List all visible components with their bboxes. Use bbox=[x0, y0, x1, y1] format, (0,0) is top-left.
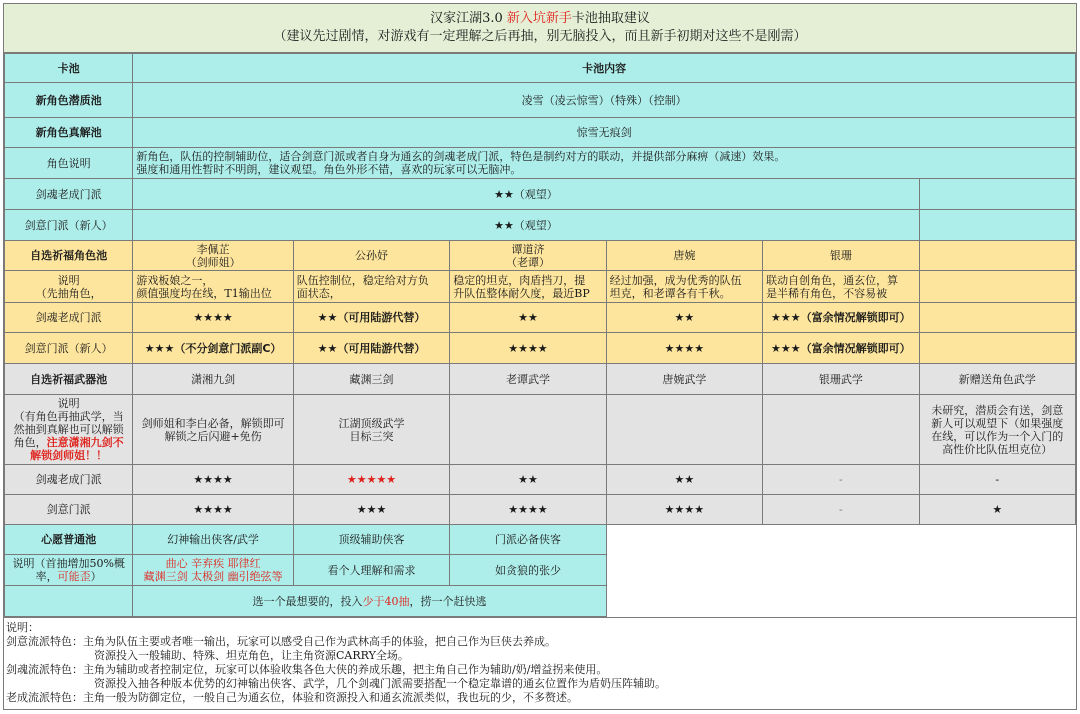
rating-cell: ★★ bbox=[606, 465, 762, 495]
rating-cell: ★★★★ bbox=[133, 495, 293, 525]
rating-cell: ★★★★ bbox=[133, 303, 293, 333]
wish-mid: 看个人理解和需求 bbox=[293, 555, 449, 586]
weapon-name: 潇湘九剑 bbox=[133, 364, 293, 395]
potential-pool-row bbox=[5, 83, 1076, 118]
potential-pool-label: 新角色潜质池 bbox=[5, 83, 133, 118]
rating-cell: ★★★★ bbox=[450, 495, 606, 525]
new-jianhun-label: 剑魂老成门派 bbox=[5, 179, 133, 210]
blank-area bbox=[606, 586, 1075, 617]
wish-examples: 曲心 辛弃疾 耶律红 藏渊三剑 太极剑 幽引绝弦等 bbox=[133, 555, 293, 586]
wish-tip-row bbox=[5, 586, 1076, 617]
rating-cell: ★★★★★ bbox=[293, 465, 449, 495]
weapon-name: 银珊武学 bbox=[763, 364, 919, 395]
blank-area bbox=[606, 525, 1075, 555]
choice-weapon-desc-label: 说明 （有角色再抽武学，当 然抽到真解也可以解锁 角色，注意潇湘九剑不 解锁剑师姐！！ bbox=[5, 395, 133, 465]
new-jianhun-row bbox=[5, 179, 1076, 210]
choice-weapon-header-row bbox=[5, 364, 1076, 395]
choice-weapon-jianhun-row bbox=[5, 465, 1076, 495]
choice-char-jianhun-label: 剑魂老成门派 bbox=[5, 303, 133, 333]
rating-cell: ★★（可用陆游代替） bbox=[293, 303, 449, 333]
wish-item: 门派必备侠客 bbox=[450, 525, 606, 555]
wish-warning: 可能歪 bbox=[57, 570, 91, 583]
footer-line: 资源投入抽各种版本优势的幻神输出侠客、武学，几个剑魂门派需要搭配一个稳定靠谱的通玄位置作为盾奶压阵辅助。 bbox=[94, 677, 666, 690]
warning-text: 注意潇湘九剑不 bbox=[46, 436, 124, 449]
choice-char-jianhun-row bbox=[5, 303, 1076, 333]
rating-cell: ★★★★ bbox=[606, 495, 762, 525]
choice-weapon-jianyi-row bbox=[5, 495, 1076, 525]
weapon-name: 老谭武学 bbox=[450, 364, 606, 395]
char-desc: 联动自创角色，通玄位，算 是半稀有角色，不容易被 bbox=[763, 271, 919, 303]
title-highlight: 新入坑新手 bbox=[506, 11, 572, 26]
empty-cell bbox=[763, 395, 919, 465]
sheet-header bbox=[4, 4, 1076, 53]
col-header-pool: 卡池 bbox=[5, 54, 133, 83]
empty-cell bbox=[919, 210, 1075, 241]
char-name: 谭道济 （老谭） bbox=[450, 241, 606, 271]
weapon-desc: 未研究，潜质会有送，剑意 新人可以观望下（如果强度 在线，可以作为一个入门的 高性价比队伍坦克位） bbox=[919, 395, 1075, 465]
new-jianyi-rating: ★★（观望） bbox=[133, 210, 919, 241]
rating-cell: ★★★★ bbox=[606, 333, 762, 364]
footer-title: 说明： bbox=[6, 621, 39, 634]
empty-cell bbox=[5, 586, 133, 617]
char-desc: 队伍控制位，稳定给对方负 面状态， bbox=[293, 271, 449, 303]
wish-tip: 选一个最想要的，投入少于40抽，捞一个赶快逃 bbox=[133, 586, 606, 617]
weapon-name: 唐婉武学 bbox=[606, 364, 762, 395]
choice-weapon-label: 自选祈福武器池 bbox=[5, 364, 133, 395]
wish-item: 幻神输出侠客/武学 bbox=[133, 525, 293, 555]
footer-notes bbox=[4, 617, 1076, 709]
wish-item: 顶级辅助侠客 bbox=[293, 525, 449, 555]
choice-char-label: 自选祈福角色池 bbox=[5, 241, 133, 271]
new-jianyi-label: 剑意门派（新人） bbox=[5, 210, 133, 241]
empty-cell bbox=[919, 333, 1075, 364]
empty-cell bbox=[919, 303, 1075, 333]
weapon-desc: 剑师姐和李白必备，解锁即可 解锁之后闪避+免伤 bbox=[133, 395, 293, 465]
new-jianyi-row bbox=[5, 210, 1076, 241]
empty-cell bbox=[919, 271, 1075, 303]
choice-weapon-jianyi-label: 剑意门派 bbox=[5, 495, 133, 525]
rating-cell: ★★★ bbox=[293, 495, 449, 525]
rating-cell: ★★★（富余情况解锁即可） bbox=[763, 303, 919, 333]
char-desc-label: 角色说明 bbox=[5, 148, 133, 179]
col-header-content: 卡池内容 bbox=[133, 54, 1076, 83]
rating-cell: ★★（可用陆游代替） bbox=[293, 333, 449, 364]
new-jianhun-rating: ★★（观望） bbox=[133, 179, 919, 210]
sheet-title: 汉家江湖3.0 新入坑新手卡池抽取建议 bbox=[430, 11, 650, 26]
pool-table bbox=[4, 53, 1076, 617]
wish-right: 如贪狼的张少 bbox=[450, 555, 606, 586]
char-desc: 经过加强，成为优秀的队伍 坦克，和老谭各有千秋。 bbox=[606, 271, 762, 303]
warning-text: 解锁剑师姐！！ bbox=[30, 449, 108, 462]
char-desc: 游戏板娘之一， 颜值强度均在线，T1输出位 bbox=[133, 271, 293, 303]
spreadsheet bbox=[3, 3, 1077, 710]
char-desc-row bbox=[5, 148, 1076, 179]
weapon-name: 新赠送角色武学 bbox=[919, 364, 1075, 395]
weapon-desc: 江湖顶级武学 目标三突 bbox=[293, 395, 449, 465]
table-header-row bbox=[5, 54, 1076, 83]
rating-cell: ★★ bbox=[450, 465, 606, 495]
char-desc: 稳定的坦克，肉盾挡刀，提 升队伍整体耐久度，最近BP bbox=[450, 271, 606, 303]
rating-cell: ★ bbox=[919, 495, 1075, 525]
choice-char-jianyi-row bbox=[5, 333, 1076, 364]
true-sol-label: 新角色真解池 bbox=[5, 118, 133, 148]
sheet-subtitle: （建议先过剧情，对游戏有一定理解之后再抽，别无脑投入，而且新手初期对这些不是刚需） bbox=[273, 29, 807, 44]
choice-char-desc-label: 说明 （先抽角色， bbox=[5, 271, 133, 303]
choice-char-desc-row bbox=[5, 271, 1076, 303]
true-sol-row bbox=[5, 118, 1076, 148]
rating-cell: ★★★（富余情况解锁即可） bbox=[763, 333, 919, 364]
char-name: 李佩芷 （剑师姐） bbox=[133, 241, 293, 271]
wish-pool-row bbox=[5, 525, 1076, 555]
footer-line: 老成流派特色：主角一般为防御定位，一般自己为通玄位，体验和资源投入和通玄流派类似，我也玩的少，不多赘述。 bbox=[6, 691, 578, 704]
blank-area bbox=[606, 555, 1075, 586]
empty-cell bbox=[606, 395, 762, 465]
char-name: 唐婉 bbox=[606, 241, 762, 271]
choice-char-header-row bbox=[5, 241, 1076, 271]
choice-char-jianyi-label: 剑意门派（新人） bbox=[5, 333, 133, 364]
rating-cell: - bbox=[763, 495, 919, 525]
rating-cell: ★★★★ bbox=[450, 333, 606, 364]
footer-line: 剑魂流派特色：主角为辅助或者控制定位，玩家可以体验收集各色大侠的养成乐趣，把主角自己作为辅助/奶/增益拐来使用。 bbox=[6, 663, 608, 676]
footer-line: 资源投入一般辅助、特殊、坦克角色，让主角资源CARRY全场。 bbox=[94, 649, 409, 662]
wish-pool-label: 心愿普通池 bbox=[5, 525, 133, 555]
true-sol-value: 惊雪无痕剑 bbox=[133, 118, 1076, 148]
footer-line: 剑意流派特色：主角为队伍主要或者唯一输出，玩家可以感受自己作为武林高手的体验，把自己作为巨侠去养成。 bbox=[6, 635, 556, 648]
wish-desc-label: 说明（首抽增加50%概 率，可能歪） bbox=[5, 555, 133, 586]
choice-weapon-desc-row bbox=[5, 395, 1076, 465]
wish-tip-limit: 少于40抽 bbox=[362, 594, 410, 608]
char-name: 银珊 bbox=[763, 241, 919, 271]
rating-cell: ★★★（不分剑意门派副C） bbox=[133, 333, 293, 364]
char-name: 公孙妤 bbox=[293, 241, 449, 271]
rating-cell: - bbox=[763, 465, 919, 495]
wish-desc-row bbox=[5, 555, 1076, 586]
choice-weapon-jianhun-label: 剑魂老成门派 bbox=[5, 465, 133, 495]
rating-cell: ★★ bbox=[450, 303, 606, 333]
rating-cell: ★★★★ bbox=[133, 465, 293, 495]
char-desc-text: 新角色，队伍的控制辅助位，适合剑意门派或者自身为通玄的剑魂老成门派，特色是制约对方的联动，并提供部分麻痹（减速）效果。 强度和通用性暂时不明朗，建议观望。角色外形不错，喜欢的玩家可以无脑冲。 bbox=[133, 148, 1076, 179]
potential-pool-value: 凌雪（凌云惊雪）（特殊）（控制） bbox=[133, 83, 1076, 118]
empty-cell bbox=[919, 241, 1075, 271]
rating-cell: ★★ bbox=[606, 303, 762, 333]
rating-cell: - bbox=[919, 465, 1075, 495]
empty-cell bbox=[450, 395, 606, 465]
weapon-name: 藏渊三剑 bbox=[293, 364, 449, 395]
empty-cell bbox=[919, 179, 1075, 210]
